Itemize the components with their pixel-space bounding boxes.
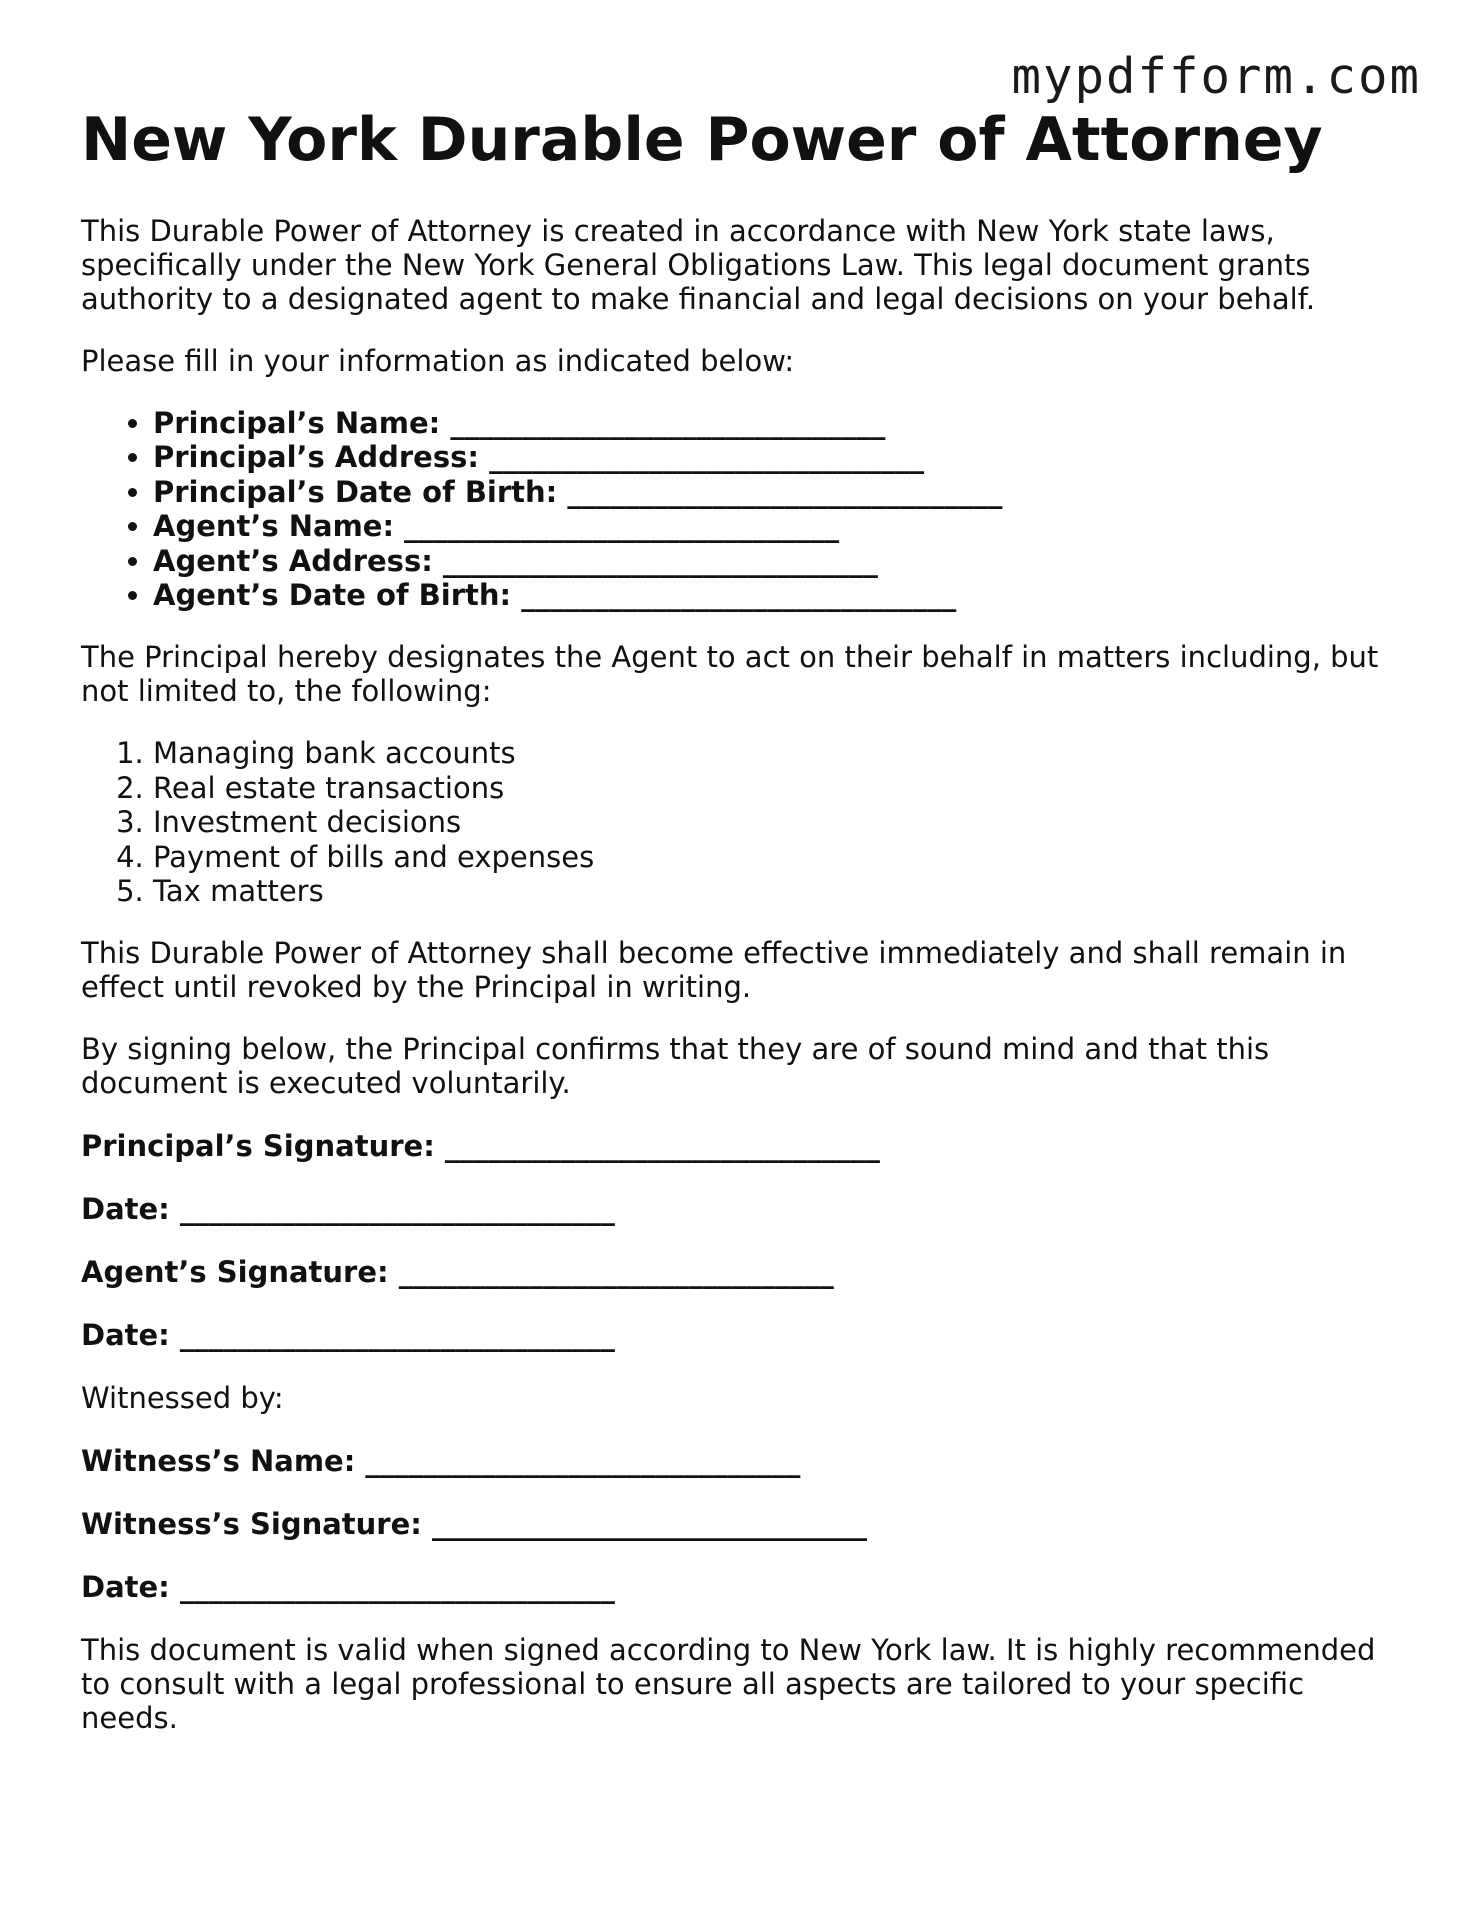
fill-instruction: Please fill in your information as indicated below:	[81, 344, 795, 378]
agent-name-field[interactable]: • Agent’s Name: ______________________________	[153, 509, 1401, 543]
power-item: 1. Managing bank accounts	[153, 736, 1401, 770]
principal-name-field[interactable]: • Principal’s Name: ______________________________	[153, 406, 1401, 440]
watermark: mypdfform.com	[1011, 48, 1421, 105]
document-page	[81, 104, 1401, 1735]
info-field-list	[81, 406, 1401, 612]
closing-paragraph: This document is valid when signed according to New York law. It is highly recommended to consult with a legal professional to ensure all aspects are tailored to your specific needs.	[81, 1633, 1376, 1736]
witness-name-field[interactable]: Witness’s Name: ______________________________	[81, 1444, 801, 1479]
document-title: New York Durable Power of Attorney	[81, 105, 1323, 175]
witness-signature-field[interactable]: Witness’s Signature: ______________________________	[81, 1507, 867, 1542]
designation-paragraph: The Principal hereby designates the Agent to act on their behalf in matters including, but not limited to, the following:	[81, 640, 1379, 709]
powers-list	[81, 736, 1401, 908]
principal-signature-field[interactable]: Principal’s Signature: ______________________________	[81, 1129, 880, 1164]
witnessed-by-label: Witnessed by:	[81, 1381, 284, 1416]
agent-date-field[interactable]: Date: ______________________________	[81, 1318, 615, 1353]
witness-date-field[interactable]: Date: ______________________________	[81, 1570, 615, 1605]
power-item: 3. Investment decisions	[153, 805, 1401, 839]
principal-date-field[interactable]: Date: ______________________________	[81, 1192, 615, 1227]
effective-paragraph: This Durable Power of Attorney shall become effective immediately and shall remain in effect until revoked by the Principal in writing.	[81, 936, 1347, 1005]
power-item: 2. Real estate transactions	[153, 771, 1401, 805]
power-item: 5. Tax matters	[153, 874, 1401, 908]
agent-dob-field[interactable]: • Agent’s Date of Birth: ______________________________	[153, 578, 1401, 612]
agent-signature-field[interactable]: Agent’s Signature: ______________________________	[81, 1255, 834, 1290]
agent-address-field[interactable]: • Agent’s Address: ______________________________	[153, 544, 1401, 578]
confirmation-paragraph: By signing below, the Principal confirms that they are of sound mind and that this document is executed voluntarily.	[81, 1032, 1270, 1101]
principal-address-field[interactable]: • Principal’s Address: ______________________________	[153, 440, 1401, 474]
intro-paragraph: This Durable Power of Attorney is created in accordance with New York state laws, specifically under the New York General Obligations Law. This legal document grants authority to a designated agent to make financial and legal decisions on your behalf.	[81, 214, 1316, 316]
principal-dob-field[interactable]: • Principal’s Date of Birth: ______________________________	[153, 475, 1401, 509]
power-item: 4. Payment of bills and expenses	[153, 840, 1401, 874]
